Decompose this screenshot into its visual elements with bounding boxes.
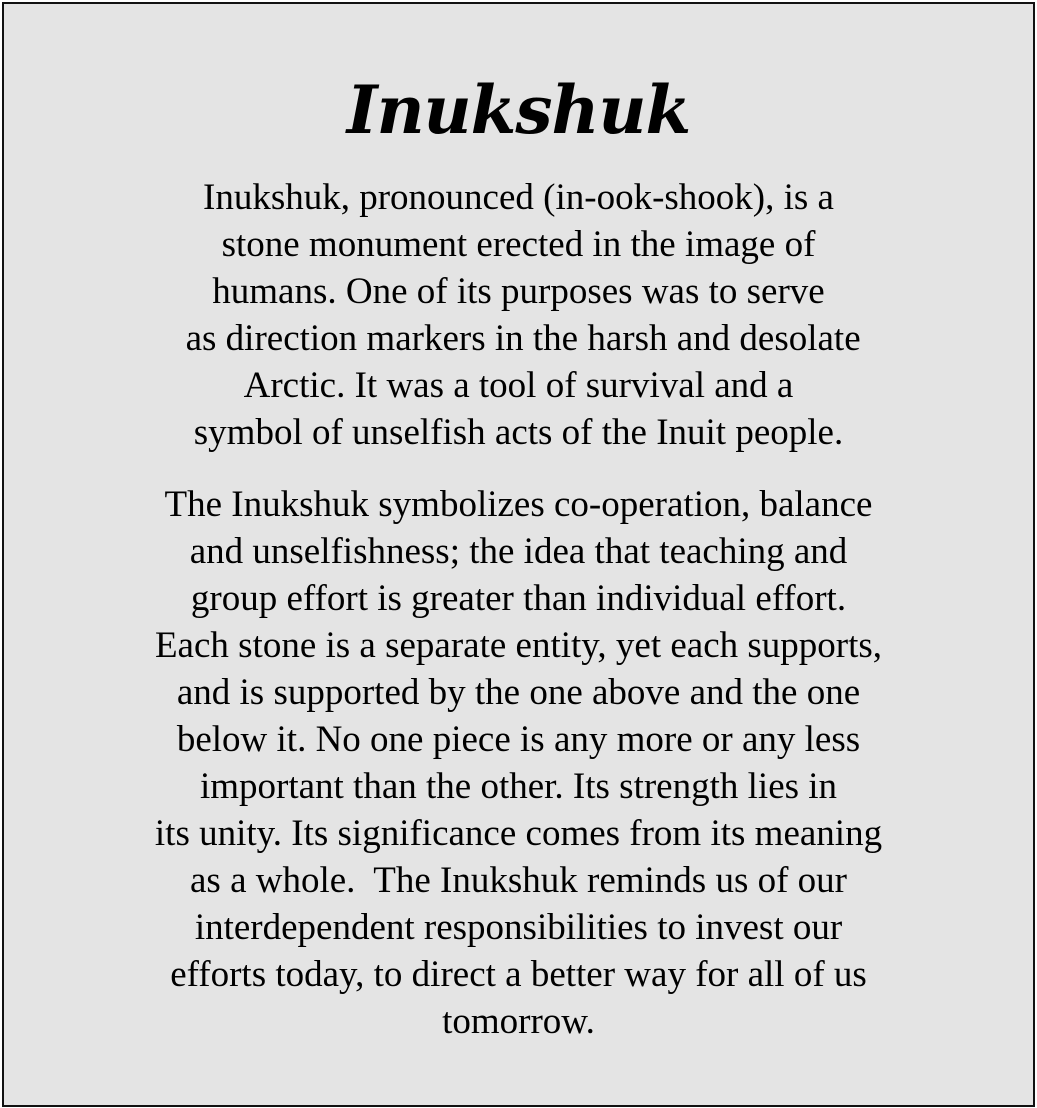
text-line: its unity. Its significance comes from its meaning <box>154 813 883 854</box>
text-line: stone monument erected in the image of <box>221 224 816 265</box>
paragraph-intro <box>4 174 1033 456</box>
text-line: symbol of unselfish acts of the Inuit people. <box>193 412 844 453</box>
text-line: Each stone is a separate entity, yet each supports, <box>154 625 883 666</box>
text-line: as a whole. The Inukshuk reminds us of our <box>190 860 847 901</box>
info-panel <box>2 2 1035 1107</box>
text-line: humans. One of its purposes was to serve <box>212 271 825 312</box>
text-line: The Inukshuk symbolizes co-operation, balance <box>164 484 873 525</box>
text-line: efforts today, to direct a better way for all of us <box>170 954 867 995</box>
text-line: as direction markers in the harsh and desolate <box>176 318 861 359</box>
text-line: below it. No one piece is any more or any less <box>176 719 861 760</box>
text-line: interdependent responsibilities to invest our <box>194 907 843 948</box>
text-line: tomorrow. <box>442 1001 595 1042</box>
page-title: Inukshuk <box>346 71 691 149</box>
paragraph-symbolism <box>4 481 1033 1045</box>
text-line: and is supported by the one above and the one <box>176 672 861 713</box>
text-line: Inukshuk, pronounced (in-ook-shook), is a <box>203 177 834 218</box>
text-line: important than the other. Its strength lies in <box>199 766 838 807</box>
text-line: Arctic. It was a tool of survival and a <box>243 365 794 406</box>
text-line: group effort is greater than individual effort. <box>190 578 847 619</box>
text-line: and unselfishness; the idea that teaching and <box>189 531 848 572</box>
